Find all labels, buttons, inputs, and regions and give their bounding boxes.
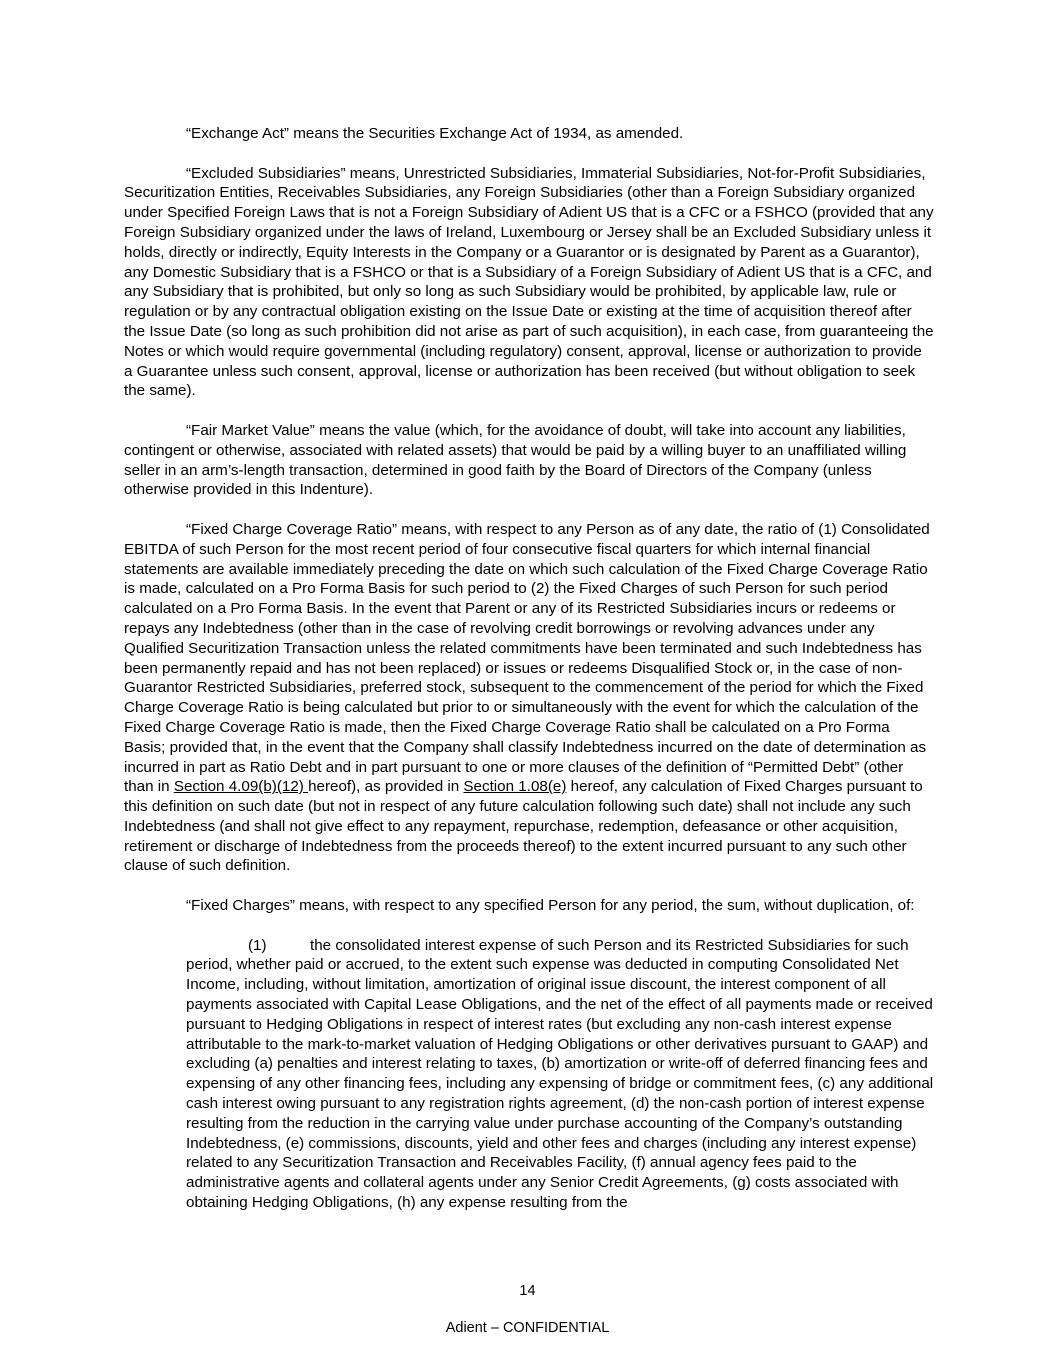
section-reference-link[interactable]: Section 4.09(b)(12): [173, 778, 309, 796]
page-number: 14: [519, 1283, 536, 1299]
confidential-footer: Adient – CONFIDENTIAL: [445, 1320, 610, 1336]
definition-text: hereof, any calculation of Fixed Charges pursuant to this definition on such date (but not in respect of any future calculation following such date) shall not include any such Indebtedness (and shall not give effect to any repayment, repurchase, redemption, defeasance or other acquisition, retirement or discharge of Indebtedness from the proceeds thereof) to the extent incurred pursuant to any such other clause of such definition.: [124, 778, 923, 875]
definition-fixed-charge-coverage-ratio: [124, 520, 934, 876]
definition-text: means the value (which, for the avoidance of doubt, will take into account any liabilities, contingent or otherwise, associated with related assets) that would be paid by a willing buyer to an unaffiliated willing seller in an arm’s-length transaction, determined in good faith by the Board of Directors of the Company (unless otherwise provided in this Indenture).: [124, 421, 907, 499]
clause-text: the consolidated interest expense of such Person and its Restricted Subsidiaries for such period, whether paid or accrued, to the extent such expense was deducted in computing Consolidated Net Income, including, without limitation, amortization of original issue discount, the interest component of all payments associated with Capital Lease Obligations, and the net of the effect of all payments made or received pursuant to Hedging Obligations in respect of interest rates (but excluding any non-cash interest expense attributable to the mark-to-market valuation of Hedging Obligations or other derivatives pursuant to GAAP) and excluding (a) penalties and interest relating to taxes, (b) amortization or write-off of deferred financing fees and expensing of any other financing fees, including any expensing of bridge or commitment fees, (c) any additional cash interest owing pursuant to any registration rights agreement, (d) the non-cash portion of interest expense resulting from the reduction in the carrying value under purchase accounting of the Company’s outstanding Indebtedness, (e) commissions, discounts, yield and other fees and charges (including any interest expense) related to any Securitization Transaction and Receivables Facility, (f) annual agency fees paid to the administrative agents and collateral agents under any Senior Credit Agreements, (g) costs associated with obtaining Hedging Obligations, (h) any expense resulting from the: [186, 936, 934, 1212]
defined-term: “Exchange Act”: [186, 125, 289, 142]
defined-term: “Excluded Subsidiaries”: [186, 164, 346, 182]
section-reference-link[interactable]: Section 1.08(e): [463, 778, 567, 796]
definition-text: means, with respect to any Person as of any date, the ratio of (1) Consolidated EBITDA of such Person for the most recent period of four consecutive fiscal quarters for which internal financial statements are available immediately preceding the date on which such calculation of the Fixed Charge Coverage Ratio is made, calculated on a Pro Forma Basis for such period to (2) the Fixed Charges of such Person for such period calculated on a Pro Forma Basis. In the event that Parent or any of its Restricted Subsidiaries incurs or redeems or repays any Indebtedness (other than in the case of revolving credit borrowings or revolving advances under any Qualified Securitization Transaction unless the related commitments have been terminated and such Indebtedness has been permanently repaid and has not been replaced) or issues or redeems Disqualified Stock or, in the case of non-Guarantor Restricted Subsidiaries, preferred stock, subsequent to the commencement of the period for which the Fixed Charge Coverage Ratio is being calculated but prior to or simultaneously with the event for which the calculation of the Fixed Charge Coverage Ratio is made, then the Fixed Charge Coverage Ratio shall be calculated on a Pro Forma Basis; provided that, in the event that the Company shall classify Indebtedness incurred on the date of determination as incurred in part as Ratio Debt and in part pursuant to one or more clauses of the definition of “Permitted Debt” (other than in: [124, 520, 930, 796]
definition-excluded-subsidiaries: [124, 164, 934, 402]
definition-fair-market-value: [124, 421, 934, 500]
definition-fixed-charges: [124, 896, 934, 916]
definition-text: hereof), as provided in: [308, 778, 464, 796]
definition-text: means the Securities Exchange Act of 1934, as amended.: [289, 125, 684, 142]
defined-term: “Fair Market Value”: [186, 421, 315, 439]
defined-term: “Fixed Charge Coverage Ratio”: [186, 520, 398, 538]
clause-number: (1): [248, 936, 267, 954]
definition-exchange-act: [124, 124, 934, 144]
document-body: [124, 124, 934, 1213]
defined-term: “Fixed Charges”: [186, 897, 295, 915]
fixed-charges-clause-1: [186, 936, 934, 1213]
definition-text: means, Unrestricted Subsidiaries, Immaterial Subsidiaries, Not-for-Profit Subsidiaries, Securitization Entities, Receivables Subsidiaries, any Foreign Subsidiaries (other than a Foreign Subsidiary organized under Specified Foreign Laws that is not a Foreign Subsidiary of Adient US that is a CFC or a FSHCO (provided that any Foreign Subsidiary organized under the laws of Ireland, Luxembourg or Jersey shall be an Excluded Subsidiary unless it holds, directly or indirectly, Equity Interests in the Company or a Guarantor or is designated by Parent as a Guarantor), any Domestic Subsidiary that is a FSHCO or that is a Subsidiary of a Foreign Subsidiary of Adient US that is a CFC, and any Subsidiary that is prohibited, but only so long as such Subsidiary would be prohibited, by applicable law, rule or regulation or by any contractual obligation existing on the Issue Date or existing at the time of acquisition thereof after the Issue Date (so long as such prohibition did not arise as part of such acquisition), in each case, from guaranteeing the Notes or which would require governmental (including regulatory) consent, approval, license or authorization to provide a Guarantee unless such consent, approval, license or authorization has been received (but without obligation to seek the same).: [124, 164, 934, 400]
definition-text: means, with respect to any specified Person for any period, the sum, without duplication, of:: [294, 897, 915, 915]
